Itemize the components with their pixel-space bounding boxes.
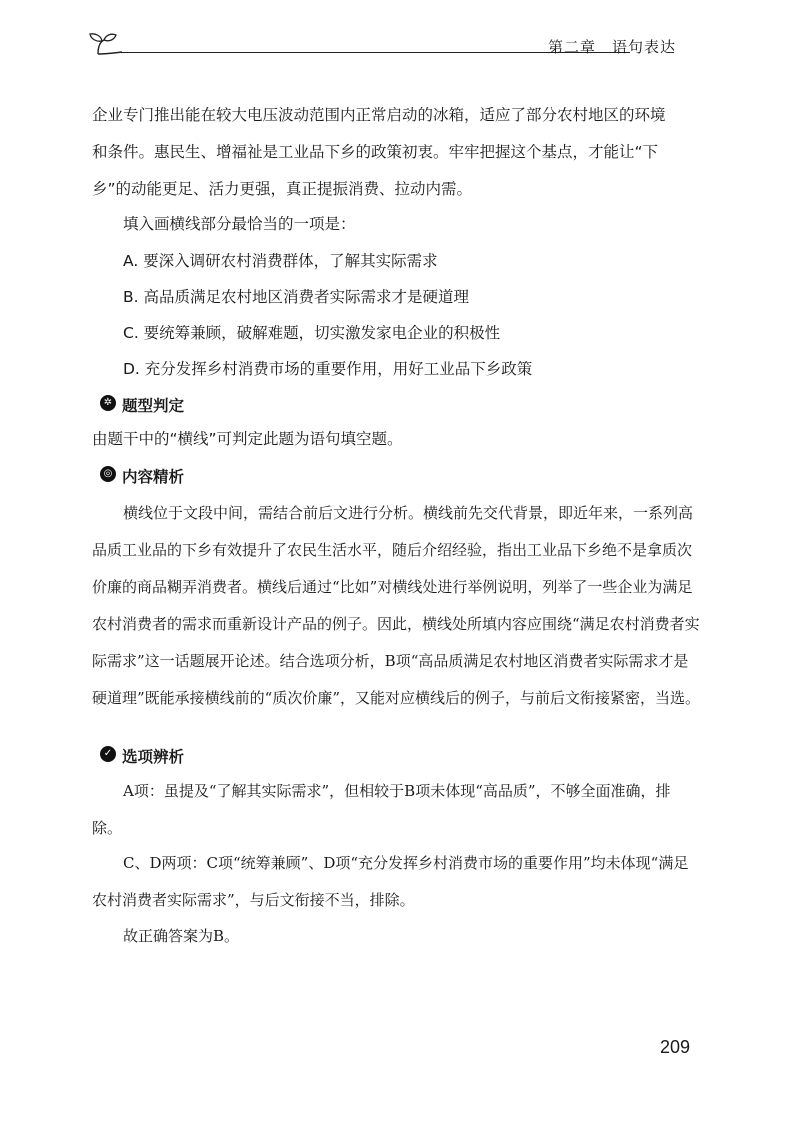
section-content-text: 横线位于文段中间，需结合前后文进行分析。横线前先交代背景，即近年来，一系列高品质工业品的下乡有效提升了农民生活水平，随后介绍经验，指出工业品下乡绝不是拿质次价廉的商品糊弄消费者。横线后通过“比如”对横线处进行举例说明，列举了一些企业为满足农村消费者的需求而重新设计产品的例子。因此，横线处所填内容应围绕“满足农村消费者实际需求”这一话题展开论述。结合选项分析，B项“高品质满足农村地区消费者实际需求才是硬道理”既能承接横线前的“质次价廉”，又能对应横线后的例子，与前后文衔接紧密，当选。: [92, 504, 701, 707]
option-a: A. 要深入调研农村消费群体，了解其实际需求: [123, 252, 438, 270]
section-content-heading: [103, 465, 185, 487]
question-prompt: 填入画横线部分最恰当的一项是：: [123, 215, 356, 233]
section-title: 选项辨析: [122, 748, 185, 766]
option-analysis-a: A项：虽提及“了解其实际需求”，但相较于B项未体现“高品质”，不够全面准确，排除。: [92, 782, 671, 837]
passage-line: 和条件。惠民生、增福祉是工业品下乡的政策初衷。牢牢把握这个基点，才能让“下: [92, 143, 659, 161]
section-title: 内容精析: [122, 468, 185, 486]
running-header: [88, 30, 698, 60]
page-number: 209: [660, 1037, 691, 1057]
gear-icon: ✲: [100, 395, 116, 411]
section-title: 题型判定: [122, 397, 185, 415]
target-icon: ◎: [100, 466, 116, 482]
passage-line: 乡”的动能更足、活力更强，真正提振消费、拉动内需。: [92, 180, 473, 198]
option-c: C. 要统筹兼顾，破解难题，切实激发家电企业的积极性: [123, 324, 501, 342]
sprout-icon: [88, 30, 122, 56]
section-type-text: 由题干中的“横线”可判定此题为语句填空题。: [92, 430, 403, 448]
option-b: B. 高品质满足农村地区消费者实际需求才是硬道理: [123, 288, 469, 306]
passage-line: 企业专门推出能在较大电压波动范围内正常启动的冰箱，适应了部分农村地区的环境: [92, 106, 666, 124]
answer-statement: 故正确答案为B。: [123, 927, 240, 945]
chapter-title: 第二章 语句表达: [548, 38, 677, 56]
option-analysis-cd: C、D两项：C项“统筹兼顾”、D项“充分发挥乡村消费市场的重要作用”均未体现“满足农村消费者实际需求”，与后文衔接不当，排除。: [92, 854, 689, 909]
section-type-heading: [103, 394, 185, 416]
check-icon: ✓: [100, 746, 116, 762]
option-d: D. 充分发挥乡村消费市场的重要作用，用好工业品下乡政策: [123, 360, 533, 378]
section-options-heading: [103, 745, 185, 767]
